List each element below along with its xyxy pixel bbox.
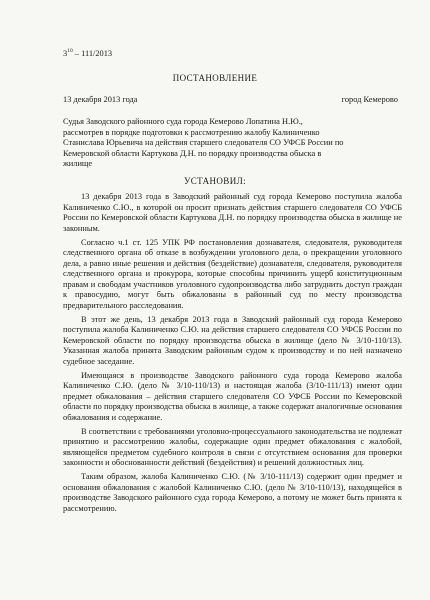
document-title: ПОСТАНОВЛЕНИЕ xyxy=(172,73,258,83)
case-number-prefix: 3 xyxy=(63,48,68,58)
document-body xyxy=(63,192,402,514)
body-paragraph: 13 декабря 2013 года в Заводский районный суд города Кемерово поступила жалоба Калиниченко С.Ю., в которой он просит признать действия старшего следователя СО УФСБ России по Кемеровской области Картукова Д.Н. по порядку производства обыска в жилище не законным. xyxy=(63,192,402,233)
case-number xyxy=(63,46,112,59)
body-paragraph: Имеющаяся в производстве Заводского районного суда города Кемерово жалоба Калиниченко С.Ю. (дело № 3/10-110/13) и настоящая жалоба (3/10-111/13) имеют один предмет обжалования – действия старшего следователя СО УФСБ России по Кемеровской области по порядку производства обыска в жилище, а также содержат аналогичные основания обжалования и содержание. xyxy=(63,370,402,422)
document-city: город Кемерово xyxy=(341,95,398,104)
body-paragraph: В соответствии с требованиями уголовно-процессуального законодательства не подлежат принятию и рассмотрению жалобы, содержащие один предмет обжалования с жалобой, являющейся предметом судебного контроля в связи с отсутствием основания для проверки законности и обоснованности действий (бездействия) и решений должностных лиц. xyxy=(63,426,402,467)
body-paragraph: В этот же день, 13 декабря 2013 года в Заводский районный суд города Кемерово поступила жалоба Калиниченко С.Ю. на действия старшего следователя СО УФСБ России по Кемеровской области по порядку производства обыска в жилище (дело № 3/10-110/13). Указанная жалоба принята Заводским районным судом к производству и по ней назначено судебное заседание. xyxy=(63,314,402,366)
body-paragraph: Таким образом, жалоба Калиниченко С.Ю. (№ 3/10-111/13) содержит один предмет и основания обжалования с жалобой Калиниченко С.Ю. (дело № 3/10-110/13), находящейся в производстве Заводского районного суда города Кемерово, а потому не может быть принята к рассмотрению. xyxy=(63,472,402,513)
body-paragraph: Согласно ч.1 ст. 125 УПК РФ постановления дознавателя, следователя, руководителя следственного органа об отказе в возбуждении уголовного дела, о прекращении уголовного дела, а равно иные решения и действия (бездействие) дознавателя, следователя, руководителя следственного органа и прокурора, которые способны причинить ущерб конституционным правам и свободам участников уголовного судопроизводства либо затруднить доступ граждан к правосудию, могут быть обжалованы в районный суд по месту производства предварительного расследования. xyxy=(63,237,402,310)
intro-line: Судья Заводского районного суда города Кемерово Лопатина Н.Ю., xyxy=(63,117,303,126)
intro-block xyxy=(63,117,400,170)
intro-line: Кемеровской области Картукова Д.Н. по порядку производства обыска в xyxy=(63,148,322,158)
intro-line: Станислава Юрьевича на действия старшего следователя СО УФСБ России по xyxy=(63,138,344,147)
document-date: 13 декабря 2013 года xyxy=(63,95,138,104)
date-city-row xyxy=(63,95,398,106)
intro-line: рассмотрев в порядке подготовки к рассмотрению жалобу Калиниченко xyxy=(63,127,320,137)
intro-line: жилище xyxy=(63,159,93,168)
case-number-suffix: – 111/2013 xyxy=(72,48,113,58)
case-number-superscript: 10 xyxy=(67,48,73,54)
established-heading: УСТАНОВИЛ: xyxy=(183,176,247,186)
